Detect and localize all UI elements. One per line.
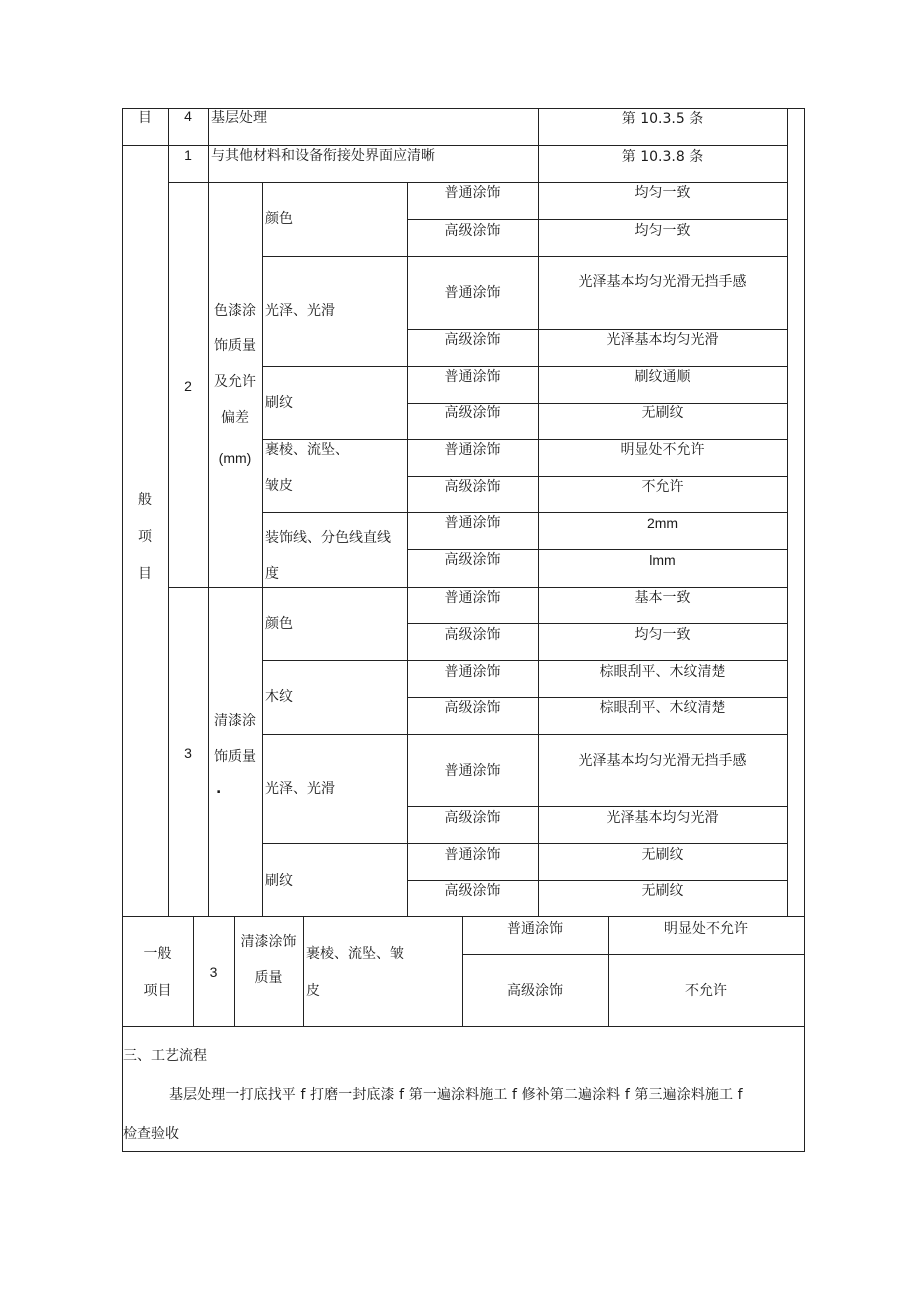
grid-line	[407, 329, 787, 330]
grade-label: 普通涂饰	[444, 285, 501, 301]
item-label: 刷纹	[265, 395, 293, 411]
requirement: 光泽基本均匀光滑无挡手感	[578, 274, 747, 290]
grid-line	[208, 108, 209, 916]
grade-label: 高级涂饰	[444, 810, 501, 826]
grid-line	[262, 512, 787, 513]
requirement: 不允许	[641, 479, 684, 495]
grade-label: 普通涂饰	[444, 664, 501, 680]
item-label: 装饰线、分色线直线	[265, 530, 391, 546]
requirement: 刷纹通顺	[634, 369, 691, 385]
grid-line	[168, 108, 169, 916]
grid-line	[407, 880, 787, 881]
grid-line	[262, 366, 787, 367]
grade-label: 高级涂饰	[444, 700, 501, 716]
grade-label: 高级涂饰	[444, 552, 501, 568]
item-label: 基层处理	[211, 110, 267, 126]
grid-line	[804, 108, 805, 916]
grid-line	[407, 549, 787, 550]
grid-line	[122, 108, 123, 916]
requirement: 不允许	[685, 983, 727, 999]
grid-line	[262, 734, 787, 735]
requirement: 光泽基本均匀光滑	[606, 332, 719, 348]
requirement: 明显处不允许	[620, 442, 705, 458]
group-title-line: 清漆涂	[214, 713, 256, 729]
requirement: 棕眼刮平、木纹清楚	[599, 664, 726, 680]
requirement: 明显处不允许	[664, 921, 748, 937]
process-text: 检查验收	[123, 1126, 179, 1142]
requirement: 棕眼刮平、木纹清楚	[599, 700, 726, 716]
item-label: 度	[265, 566, 279, 582]
grid-line	[122, 916, 804, 917]
grid-line	[262, 182, 263, 916]
item-label: 皱皮	[265, 478, 293, 494]
requirement: 均匀一致	[634, 627, 691, 643]
clause-ref: 第 10.3.8 条	[621, 149, 704, 165]
process-text: 基层处理一打底找平 f 打磨一封底漆 f 第一遍涂料施工 f 修补第二遍涂料 f 第三遍涂料施工 f	[169, 1087, 743, 1103]
requirement: 基本一致	[634, 590, 691, 606]
group-title-line: 质量	[254, 970, 283, 986]
row-number: 1	[184, 147, 192, 163]
item-label: 颜色	[265, 616, 293, 632]
group-label: 项目	[143, 983, 172, 999]
requirement: 光泽基本均匀光滑	[606, 810, 719, 826]
requirement: 无刷纹	[641, 883, 684, 899]
grade-label: 普通涂饰	[444, 590, 501, 606]
grade-label: 普通涂饰	[507, 921, 563, 937]
clause-ref: 第 10.3.5 条	[621, 111, 704, 127]
grid-line	[804, 916, 805, 1152]
row-number: 4	[184, 108, 192, 124]
grid-line	[262, 256, 787, 257]
item-label: 与其他材料和设备衔接处界面应清晰	[211, 148, 435, 164]
group-label-char: 般	[138, 492, 152, 508]
requirement: 无刷纹	[641, 405, 684, 421]
item-label: 木纹	[265, 689, 293, 705]
grade-label: 普通涂饰	[444, 369, 501, 385]
requirement: 均匀一致	[634, 185, 691, 201]
group-title-line: 偏差	[221, 410, 249, 426]
group-label-char: 目	[138, 566, 152, 582]
grid-line	[787, 108, 788, 916]
section-heading: 三、工艺流程	[123, 1048, 207, 1064]
grade-label: 高级涂饰	[444, 479, 501, 495]
grid-line	[462, 954, 804, 955]
grid-line	[407, 476, 787, 477]
grid-line	[407, 623, 787, 624]
requirement: 均匀一致	[634, 223, 691, 239]
requirement: lmm	[649, 552, 676, 568]
row-number: 3	[184, 745, 192, 761]
item-label: 裹棱、流坠、	[265, 442, 349, 458]
grid-line	[262, 439, 787, 440]
item-label: 皮	[306, 983, 320, 999]
grade-label: 高级涂饰	[507, 983, 563, 999]
item-label: 光泽、光滑	[265, 781, 335, 797]
group-label: 一般	[143, 946, 172, 962]
grid-line	[407, 219, 787, 220]
grid-line	[122, 1151, 805, 1152]
grid-line	[168, 182, 787, 183]
grid-line	[168, 587, 787, 588]
group-label-char: 项	[138, 529, 152, 545]
item-label: 裹棱、流坠、皱	[306, 946, 404, 962]
grid-line	[407, 697, 787, 698]
group-title-line: 及允许	[214, 374, 256, 390]
grade-label: 普通涂饰	[444, 763, 501, 779]
row-number: 2	[184, 378, 192, 394]
item-label: 颜色	[265, 211, 293, 227]
group-title-line: 清漆涂饰	[240, 934, 297, 950]
requirement: 无刷纹	[641, 847, 684, 863]
group-title-line: (mm)	[218, 450, 252, 466]
group-title-line: 色漆涂	[214, 303, 256, 319]
grade-label: 高级涂饰	[444, 332, 501, 348]
grid-line	[122, 1026, 804, 1027]
item-label: 刷纹	[265, 873, 293, 889]
grade-label: 普通涂饰	[444, 185, 501, 201]
grade-label: 高级涂饰	[444, 883, 501, 899]
row-number: 3	[209, 964, 218, 980]
group-title-line: .	[216, 781, 222, 797]
grid-line	[122, 145, 787, 146]
requirement: 2mm	[646, 515, 679, 531]
group-title-line: 饰质量	[214, 749, 256, 765]
grid-line	[407, 806, 787, 807]
item-label: 光泽、光滑	[265, 303, 335, 319]
grade-label: 普通涂饰	[444, 442, 501, 458]
grid-line	[262, 660, 787, 661]
requirement: 光泽基本均匀光滑无挡手感	[578, 753, 747, 769]
grade-label: 高级涂饰	[444, 405, 501, 421]
grade-label: 高级涂饰	[444, 223, 501, 239]
grid-line	[262, 843, 787, 844]
grade-label: 普通涂饰	[444, 847, 501, 863]
grid-line	[303, 916, 304, 1026]
group-title-line: 饰质量	[214, 338, 256, 354]
grade-label: 高级涂饰	[444, 627, 501, 643]
grade-label: 普通涂饰	[444, 515, 501, 531]
section-label: 目	[138, 110, 152, 126]
